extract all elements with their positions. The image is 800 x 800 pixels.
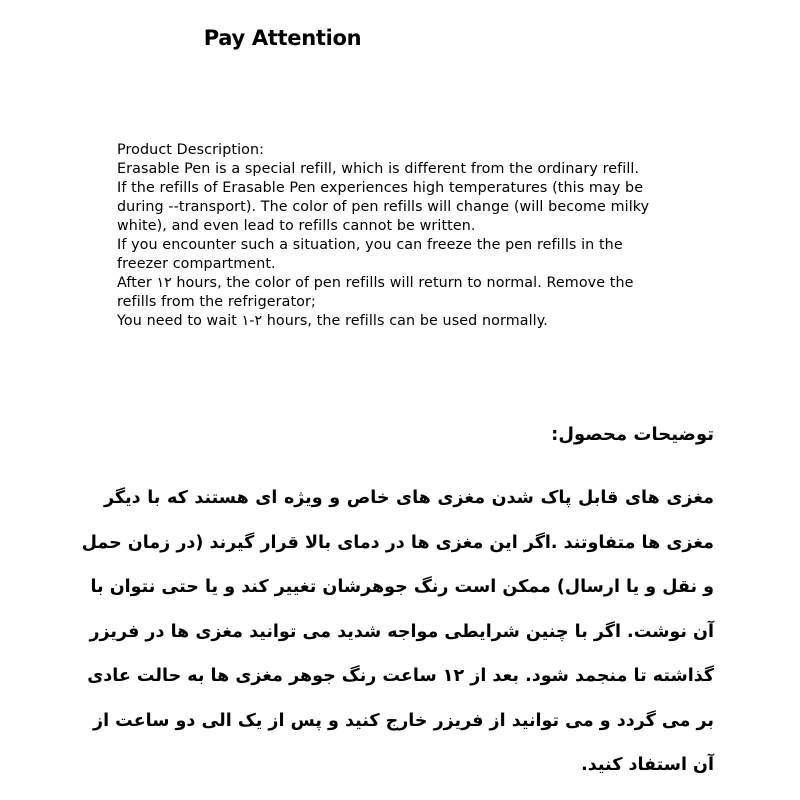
persian-line: آن نوشت. اگر با چنین شرایطی مواجه شدید می توانید مغزی ها در فریزر [89, 621, 714, 642]
english-line: You need to wait ۱-۲ hours, the refills can be used normally. [117, 313, 548, 329]
persian-line: مغزی ها متفاوتند .اگر این مغزی ها در دمای بالا قرار گیرند (در زمان حمل [81, 532, 714, 553]
persian-line: و نقل و یا ارسال) ممکن است رنگ جوهرشان تغییر کند و یا حتی نتوان با [90, 577, 714, 597]
persian-description [81, 476, 714, 788]
english-line: white), and even lead to refills cannot be written. [117, 218, 476, 234]
page-title: Pay Attention [203, 26, 362, 50]
english-line: If you encounter such a situation, you can freeze the pen refills in the [117, 237, 623, 253]
persian-line: گذاشته تا منجمد شود. بعد از ۱۲ ساعت رنگ جوهر مغزی ها به حالت عادی [87, 666, 714, 686]
persian-line: آن استفاد کنید. [581, 755, 714, 775]
persian-line: مغزی های قابل پاک شدن مغزی های خاص و ویژه ای هستند که با دیگر [104, 488, 714, 508]
english-line: If the refills of Erasable Pen experiences high temperatures (this may be [117, 180, 644, 196]
english-line: refills from the refrigerator; [117, 294, 316, 310]
english-line: during --transport). The color of pen refills will change (will become milky [117, 199, 650, 215]
english-line: After ۱۲ hours, the color of pen refills will return to normal. Remove the [117, 275, 634, 291]
english-line: freezer compartment. [117, 256, 276, 272]
persian-line: بر می گردد و می توانید از فریزر خارج کنید و پس از یک الی دو ساعت از [93, 710, 714, 731]
english-line: Erasable Pen is a special refill, which is different from the ordinary refill. [117, 161, 640, 177]
english-description [117, 141, 717, 331]
persian-heading: توضیحات محصول: [551, 424, 714, 445]
english-line: Product Description: [117, 142, 265, 158]
